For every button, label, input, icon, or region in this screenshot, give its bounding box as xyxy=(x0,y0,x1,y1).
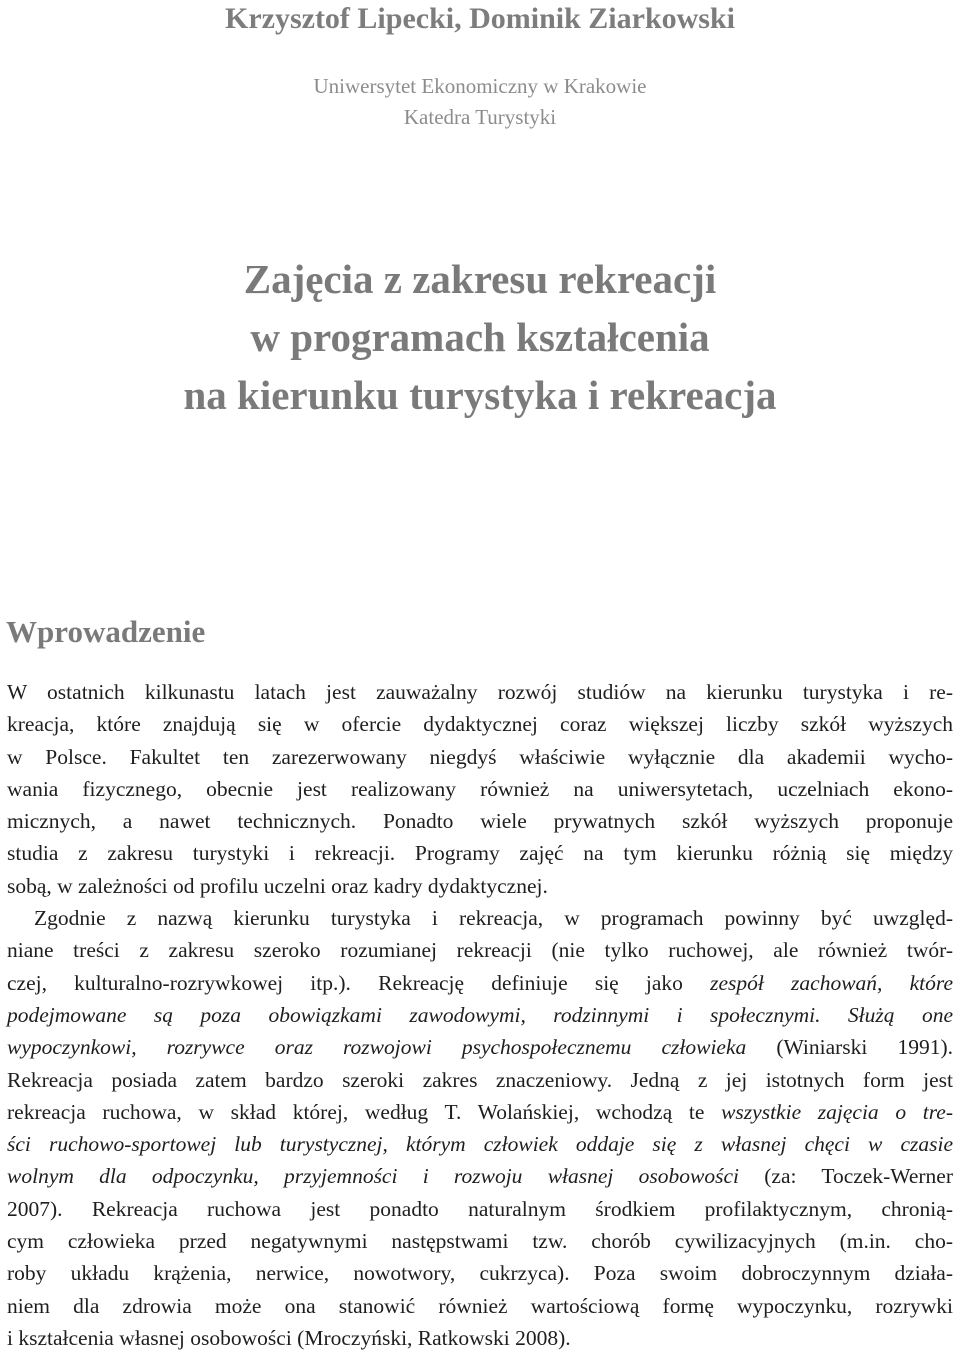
text-segment: 2007). Rekreacja ruchowa jest ponadto naturalnym środkiem profilaktycznym, chronią- xyxy=(7,1196,953,1221)
text-line xyxy=(7,837,953,869)
text-segment: cym człowieka przed negatywnymi następstwami tzw. chorób cywilizacyjnych (m.in. cho- xyxy=(7,1229,953,1254)
text-segment: studia z zakresu turystyki i rekreacji. Programy zajęć na tym kierunku różnią się między xyxy=(7,841,953,866)
italic-text-segment: wypoczynkowi, rozrywce oraz rozwojowi psychospołecznemu człowieka xyxy=(7,1035,747,1060)
text-segment: Rekreacja posiada zatem bardzo szeroki zakres znaczeniowy. Jedną z jej istotnych form jest xyxy=(7,1067,953,1092)
title-line-1: Zajęcia z zakresu rekreacji xyxy=(243,256,717,302)
affiliation-department: Katedra Turystyki xyxy=(403,105,557,129)
text-line xyxy=(7,1096,953,1128)
text-line xyxy=(7,1290,953,1322)
text-line xyxy=(7,1160,953,1192)
text-line xyxy=(7,1193,953,1225)
text-line xyxy=(7,1257,953,1289)
text-segment: W ostatnich kilkunastu latach jest zauważalny rozwój studiów na kierunku turystyka i re- xyxy=(7,680,953,704)
text-line xyxy=(7,1225,953,1257)
affiliation-university: Uniwersytet Ekonomiczny w Krakowie xyxy=(313,74,647,98)
text-segment: i kształcenia własnej osobowości (Mroczyński, Ratkowski 2008). xyxy=(7,1325,571,1350)
text-segment: rekreacja ruchowa, w skład której, według T. Wolańskiej, wchodzą te xyxy=(7,1099,722,1124)
italic-text-segment: podejmowane są poza obowiązkami zawodowymi, rodzinnymi i społecznymi. Służą one xyxy=(7,1002,953,1027)
text-line xyxy=(7,934,953,966)
authors: Krzysztof Lipecki, Dominik Ziarkowski xyxy=(224,2,735,35)
text-line xyxy=(7,676,953,708)
text-segment: niem dla zdrowia może ona stanowić również wartościową formę wypoczynku, rozrywki xyxy=(7,1293,953,1318)
section-heading: Wprowadzenie xyxy=(6,614,206,649)
body-text xyxy=(7,676,953,1354)
text-line xyxy=(7,708,953,740)
text-line xyxy=(7,1322,953,1354)
text-segment: micznych, a nawet technicznych. Ponadto wiele prywatnych szkół wyższych proponuje xyxy=(7,809,953,834)
text-segment: (Winiarski 1991). xyxy=(746,1035,953,1060)
text-line xyxy=(7,1064,953,1096)
text-line xyxy=(7,1031,953,1063)
text-line xyxy=(7,902,953,934)
italic-text-segment: wszystkie zajęcia o tre- xyxy=(721,1099,953,1124)
text-line xyxy=(7,773,953,805)
text-segment: niane treści z zakresu szeroko rozumianej rekreacji (nie tylko ruchowej, ale również twór- xyxy=(7,938,953,963)
text-line xyxy=(7,741,953,773)
text-line xyxy=(7,805,953,837)
title-line-2: w programach kształcenia xyxy=(250,314,710,360)
text-segment: (za: Toczek-Werner xyxy=(739,1164,953,1189)
text-segment: czej, kulturalno-rozrywkowej itp.). Rekreację definiuje się jako xyxy=(7,970,711,995)
article-title xyxy=(0,250,960,424)
text-line xyxy=(7,1128,953,1160)
text-line xyxy=(7,870,953,902)
italic-text-segment: ści ruchowo-sportowej lub turystycznej, którym człowiek oddaje się z własnej chęci w czasie xyxy=(7,1132,953,1157)
text-line xyxy=(7,967,953,999)
text-segment: w Polsce. Fakultet ten zarezerwowany niegdyś właściwie wyłącznie dla akademii wycho- xyxy=(7,744,953,769)
text-segment: roby układu krążenia, nerwice, nowotwory, cukrzyca). Poza swoim dobroczynnym działa- xyxy=(7,1261,953,1286)
title-line-3: na kierunku turystyka i rekreacja xyxy=(183,372,777,418)
text-segment: sobą, w zależności od profilu uczelni oraz kadry dydaktycznej. xyxy=(7,873,548,898)
text-line xyxy=(7,999,953,1031)
italic-text-segment: wolnym dla odpoczynku, przyjemności i rozwoju własnej osobowości xyxy=(7,1164,739,1189)
text-segment: kreacja, które znajdują się w ofercie dydaktycznej coraz większej liczby szkół wyższych xyxy=(7,712,953,737)
text-segment: Zgodnie z nazwą kierunku turystyka i rekreacja, w programach powinny być uwzględ- xyxy=(34,906,953,931)
text-segment: wania fizycznego, obecnie jest realizowany również na uniwersytetach, uczelniach ekono- xyxy=(7,776,953,801)
italic-text-segment: zespół zachowań, które xyxy=(710,970,953,995)
